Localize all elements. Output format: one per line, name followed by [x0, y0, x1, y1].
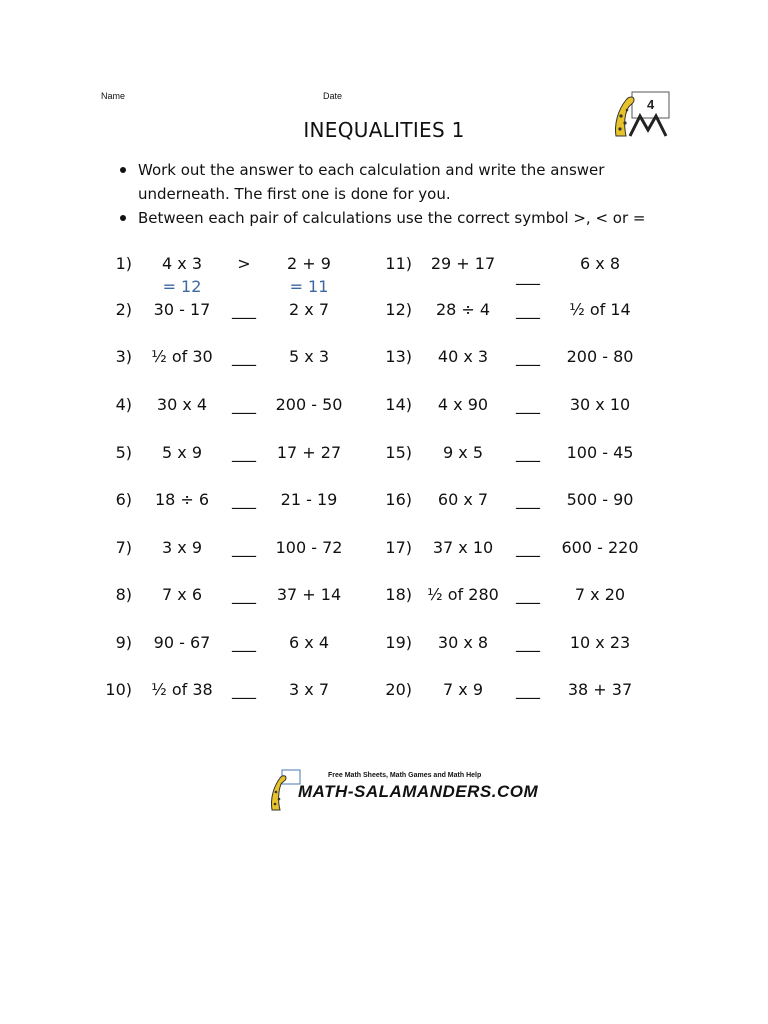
problem-right-expression: 3 x 7 — [289, 680, 329, 699]
answer-blank[interactable]: ___ — [516, 538, 540, 557]
instruction-line: Work out the answer to each calculation and write the answer — [138, 161, 605, 179]
footer-salamander-icon — [268, 768, 302, 812]
problem-left-expression: ½ of 30 — [151, 347, 213, 366]
problem-number: 16) — [385, 490, 412, 509]
answer-blank[interactable]: ___ — [232, 633, 256, 652]
problem-right-expression: 200 - 80 — [566, 347, 634, 366]
problem-right-expression: 17 + 27 — [276, 443, 342, 462]
problem-number: 12) — [385, 300, 412, 319]
answer-blank[interactable]: ___ — [232, 585, 256, 604]
problem-number: 4) — [115, 395, 132, 414]
problem-left-expression: 28 ÷ 4 — [435, 300, 491, 319]
bullet-icon — [120, 215, 126, 221]
name-label: Name — [101, 91, 126, 101]
problem-right-expression: 37 + 14 — [276, 585, 342, 604]
example-answer-left: = 12 — [162, 277, 202, 296]
problem-number: 13) — [385, 347, 412, 366]
instruction-line: Between each pair of calculations use the correct symbol >, < or = — [138, 209, 646, 227]
answer-blank[interactable]: ___ — [232, 680, 256, 699]
answer-blank[interactable]: ___ — [516, 443, 540, 462]
problem-number: 1) — [115, 254, 132, 273]
answer-blank[interactable]: ___ — [516, 347, 540, 366]
problem-right-expression: 6 x 8 — [580, 254, 620, 273]
problem-right-expression: 30 x 10 — [569, 395, 631, 414]
answer-blank[interactable]: ___ — [516, 633, 540, 652]
problem-left-expression: 3 x 9 — [162, 538, 202, 557]
problem-number: 19) — [385, 633, 412, 652]
problem-left-expression: 60 x 7 — [437, 490, 489, 509]
problem-left-expression: 7 x 9 — [443, 680, 483, 699]
answer-blank[interactable]: ___ — [516, 680, 540, 699]
instruction-line: underneath. The first one is done for you. — [138, 185, 451, 203]
problem-left-expression: ½ of 280 — [427, 585, 499, 604]
answer-blank[interactable]: ___ — [232, 347, 256, 366]
problem-right-expression: 7 x 20 — [574, 585, 626, 604]
answer-blank[interactable]: ___ — [232, 395, 256, 414]
logo-badge-text: 4 — [647, 97, 655, 112]
instruction-item — [118, 206, 678, 230]
problem-right-expression: 5 x 3 — [289, 347, 329, 366]
problem-number: 18) — [385, 585, 412, 604]
problem-right-expression: 10 x 23 — [569, 633, 631, 652]
problem-number: 11) — [385, 254, 412, 273]
problem-right-expression: 100 - 72 — [275, 538, 343, 557]
problem-number: 20) — [385, 680, 412, 699]
problem-right-expression: 38 + 37 — [567, 680, 633, 699]
problem-number: 9) — [115, 633, 132, 652]
problem-number: 3) — [115, 347, 132, 366]
problem-left-expression: 30 x 4 — [156, 395, 208, 414]
problem-number: 6) — [115, 490, 132, 509]
footer-brand: MATH-SALAMANDERS.COM — [298, 782, 539, 801]
problem-left-expression: 4 x 3 — [162, 254, 202, 273]
bullet-icon — [120, 167, 126, 173]
problem-right-expression: 21 - 19 — [280, 490, 338, 509]
problem-left-expression: ½ of 38 — [151, 680, 213, 699]
problem-number: 17) — [385, 538, 412, 557]
answer-blank[interactable]: ___ — [232, 538, 256, 557]
problem-left-expression: 37 x 10 — [432, 538, 494, 557]
page-title: INEQUALITIES 1 — [303, 118, 465, 142]
answer-blank[interactable]: ___ — [516, 585, 540, 604]
footer-logo — [268, 768, 539, 814]
problem-left-expression: 29 + 17 — [430, 254, 496, 273]
problem-left-expression: 4 x 90 — [437, 395, 489, 414]
answer-blank[interactable]: ___ — [516, 490, 540, 509]
problem-right-expression: 6 x 4 — [289, 633, 329, 652]
problem-left-expression: 90 - 67 — [153, 633, 211, 652]
problem-number: 7) — [115, 538, 132, 557]
answer-blank[interactable]: ___ — [232, 490, 256, 509]
problem-left-expression: 9 x 5 — [443, 443, 483, 462]
problem-right-expression: 100 - 45 — [566, 443, 634, 462]
date-label: Date — [323, 91, 343, 101]
problem-right-expression: 2 + 9 — [287, 254, 331, 273]
problem-number: 8) — [115, 585, 132, 604]
problem-number: 14) — [385, 395, 412, 414]
comparison-symbol: > — [237, 254, 251, 273]
problem-right-expression: 600 - 220 — [561, 538, 639, 557]
answer-blank[interactable]: ___ — [232, 443, 256, 462]
answer-blank[interactable]: ___ — [516, 395, 540, 414]
problem-left-expression: 18 ÷ 6 — [154, 490, 210, 509]
problem-number: 10) — [105, 680, 132, 699]
problem-number: 15) — [385, 443, 412, 462]
problem-number: 5) — [115, 443, 132, 462]
problem-left-expression: 30 x 8 — [437, 633, 489, 652]
problem-left-expression: 40 x 3 — [437, 347, 489, 366]
instructions — [118, 158, 678, 230]
problem-right-expression: 2 x 7 — [289, 300, 329, 319]
footer-tagline: Free Math Sheets, Math Games and Math Help — [328, 772, 482, 779]
answer-blank[interactable]: ___ — [232, 300, 256, 319]
problem-right-expression: 200 - 50 — [275, 395, 343, 414]
answer-blank[interactable]: ___ — [516, 266, 540, 285]
problem-right-expression: 500 - 90 — [566, 490, 634, 509]
answer-blank[interactable]: ___ — [516, 300, 540, 319]
problem-left-expression: 7 x 6 — [162, 585, 202, 604]
problem-left-expression: 30 - 17 — [153, 300, 211, 319]
instruction-item — [118, 158, 678, 206]
problem-right-expression: ½ of 14 — [569, 300, 631, 319]
example-answer-right: = 11 — [289, 277, 329, 296]
problem-number: 2) — [115, 300, 132, 319]
problem-left-expression: 5 x 9 — [162, 443, 202, 462]
